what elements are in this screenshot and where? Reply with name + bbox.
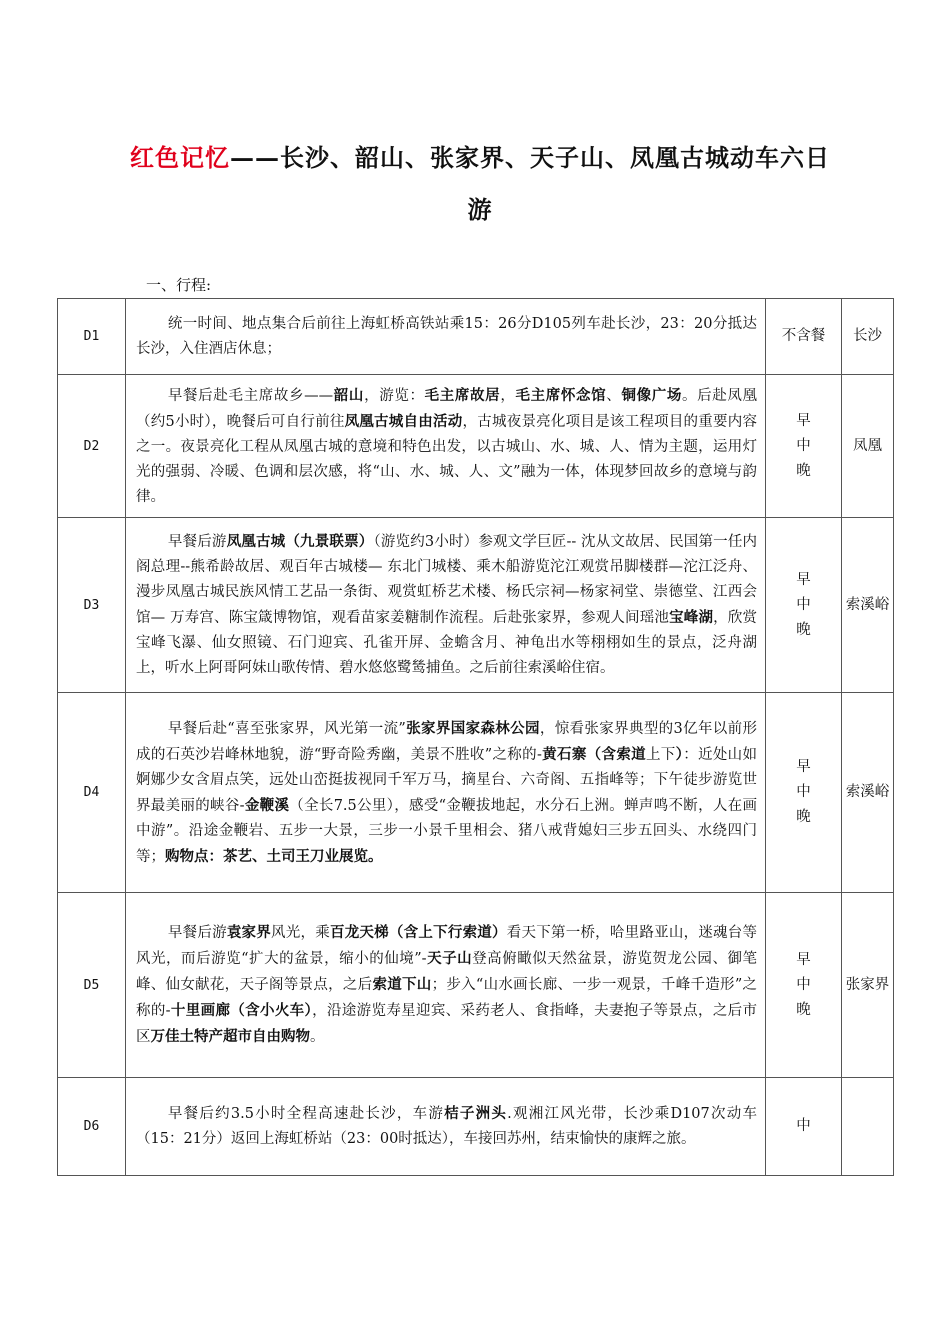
itinerary-row [58,375,894,518]
highlight-text: 凤凰古城自由活动 [344,412,463,430]
meal-item: 早 [796,412,811,429]
highlight-text: 黄石寨（含索道 [541,745,646,763]
title-rest-part: ——长沙、韶山、张家界、天子山、凤凰古城动车六日 [230,143,830,172]
description-segment: 上下 [645,746,676,763]
meal-item: 早 [796,759,811,775]
overnight-city-cell [842,1078,894,1176]
meal-item: 中 [796,784,811,800]
section-heading: 一、行程: [146,276,212,294]
highlight-text: 购物点：茶艺、土司王刀业展览。 [165,847,383,865]
description-segment: ，沿途游览寿星迎宾、采药老人、食指峰，夫妻抱子等景点，之后市区 [136,1003,758,1045]
overnight-city-cell: 索溪峪 [842,693,894,893]
highlight-text: 张家界国家森林公园 [405,719,540,737]
highlight-text: ） [675,745,684,763]
description-cell [126,375,766,518]
description-segment: 早餐后赴毛主席故乡—— [167,387,334,404]
description-cell [126,518,766,693]
meal-item: 晚 [796,462,811,479]
highlight-text: 金鞭溪 [244,796,290,814]
day-cell: D1 [58,299,126,375]
overnight-city-cell: 凤凰 [842,375,894,518]
day-cell: D4 [58,693,126,893]
itinerary-table [57,298,894,1176]
highlight-text: 毛主席故居 [424,386,501,404]
document-title [130,132,830,236]
highlight-text: 桔子洲头 [444,1105,508,1122]
description-cell [126,1078,766,1176]
day-cell: D6 [58,1078,126,1176]
overnight-city-cell: 长沙 [842,299,894,375]
description-segment: ，惊看张家界典型的3亿年以前形成的石英沙岩峰林地貌，游“野奇险秀幽，美景不胜收”之称的- [136,720,757,763]
meal-item: 晚 [796,621,811,638]
meals-cell [766,375,842,518]
description-text [136,716,757,870]
meal-item: 不含餐 [781,328,826,344]
description-segment: 登高俯瞰似天然盆景，游览贺龙公园、御笔峰、仙女献花，天子阁等景点，之后 [136,951,757,993]
description-text [136,312,757,362]
description-segment: ：近处山如婀娜少女含眉点笑，远处山峦挺拔视同千军万马，摘星台、六奇阁、五指峰等；下午徒步游览世界最美丽的峡谷- [136,746,758,814]
description-cell [126,299,766,375]
title-line-2: 游 [467,195,493,224]
description-cell [126,893,766,1078]
day-cell: D2 [58,375,126,518]
description-text [136,383,757,510]
overnight-city-cell: 张家界 [842,893,894,1078]
meal-item: 中 [796,437,811,454]
description-segment: 。后赴凤凰（约5小时），晚餐后可自行前往 [136,387,758,430]
meal-item: 中 [796,976,811,993]
description-cell [126,693,766,893]
meals-cell [766,893,842,1078]
highlight-text: 凤凰古城（九景联票） [226,533,374,550]
description-segment: ，游览： [364,387,425,404]
highlight-text: 袁家界 [226,924,272,941]
meal-item: 中 [796,596,811,613]
itinerary-row [58,693,894,893]
description-segment: 早餐后游 [167,534,227,550]
day-cell: D3 [58,518,126,693]
meals-cell [766,518,842,693]
itinerary-row [58,1078,894,1176]
highlight-text: 铜像广场 [621,386,682,404]
description-segment: 早餐后约3.5小时全程高速赴长沙，车游 [167,1106,445,1122]
highlight-text: 天子山 [426,950,473,967]
meal-item: 早 [796,571,811,588]
description-segment: （全长7.5公里），感受“金鞭拔地起，水分石上洲。蝉声鸣不断，人在画中游”。沿途金鞭岩、五步一大景，三步一小景千里相会、猪八戒背媳妇三步五回头、水绕四门等； [136,797,757,865]
highlight-text: 毛主席怀念馆 [515,386,607,404]
meal-item: 晚 [796,809,811,825]
meals-cell [766,299,842,375]
highlight-text: 韶山 [333,386,365,404]
description-segment: （游览约3小时）参观文学巨匠-- 沈从文故居、民国第一任内阁总理--熊希龄故居、观百年古城楼— 东北门城楼、乘木船游览沱江观赏吊脚楼群—沱江泛舟、漫步凤凰古城民族风情工艺品一条街、观赏虹桥艺术楼、杨氏宗祠—杨家祠堂、崇德堂、江西会馆— 万寿宫、陈宝箴博物馆，观看苗家姜糖制作流程。后赴张家界，参观人间瑶池 [136,534,758,626]
description-segment: ，古城夜景亮化项目是该工程项目的重要内容之一。夜景亮化工程从凤凰古城的意境和特色出发，以古城山、水、城、人、情为主题，运用灯光的强弱、冷暖、色调和层次感，将“山、水、城、人、文”融为一体，体现梦回故乡的意境与韵律。 [136,413,758,505]
highlight-text: 宝峰湖 [669,609,714,626]
description-segment: ，欣赏宝峰飞瀑、仙女照镜、石门迎宾、孔雀开屏、金蟾含月、神龟出水等栩栩如生的景点，泛舟湖上，听水上阿哥阿妹山歌传情、碧水悠悠鹭鸶捕鱼。之后前往索溪峪住宿。 [136,610,758,676]
highlight-text: 百龙天梯（含上下行索道） [329,924,507,941]
description-segment: 早餐后赴“喜至张家界，风光第一流” [167,720,406,737]
title-line-1 [130,132,830,184]
meal-item: 中 [796,1118,811,1134]
description-segment: ， [500,387,516,404]
description-segment: 统一时间、地点集合后前往上海虹桥高铁站乘15：26分D105列车赴长沙，23：20分抵达长沙，入住酒店休息； [136,315,757,357]
description-segment: 看天下第一桥，哈里路亚山，迷魂台等风光，而后游览“扩大的盆景，缩小的仙境”- [136,925,758,967]
meal-item: 早 [796,951,811,968]
description-text [136,920,757,1050]
itinerary-row [58,518,894,693]
meal-item: 晚 [796,1001,811,1018]
description-segment: .观湘江风光带，长沙乘D107次动车（15：21分）返回上海虹桥站（23：00时抵达），车接回苏州，结束愉快的康辉之旅。 [136,1106,758,1147]
meals-cell [766,693,842,893]
description-text [136,529,757,681]
highlight-text: 万佳土特产超市自由购物 [150,1028,310,1045]
description-text [136,1101,757,1152]
description-segment: 风光，乘 [271,925,330,941]
day-cell: D5 [58,893,126,1078]
title-red-part: 红色记忆 [130,143,230,172]
highlight-text: 索道下山 [372,976,432,993]
highlight-text: 十里画廊（含小火车） [170,1002,313,1019]
itinerary-row [58,299,894,375]
description-segment: 。 [310,1029,325,1045]
meals-cell [766,1078,842,1176]
description-segment: 、 [606,387,622,404]
description-segment: 早餐后游 [167,925,227,941]
overnight-city-cell: 索溪峪 [842,518,894,693]
itinerary-row [58,893,894,1078]
description-segment: ；步入“山水画长廊、一步一观景，千峰千造形”之称的- [136,977,758,1019]
